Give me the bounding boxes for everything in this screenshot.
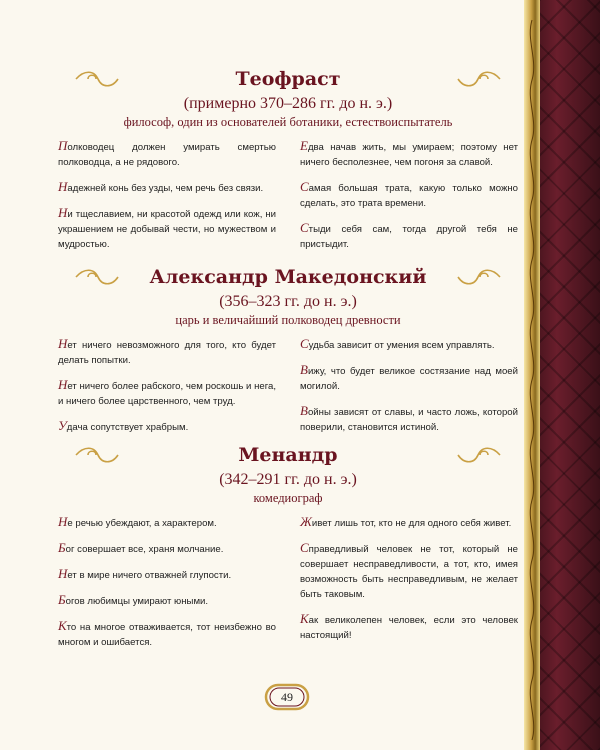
author-name: Менандр [238,444,338,466]
scroll-ornament-icon [74,444,120,466]
author-description: царь и величайший полководец древности [175,313,401,327]
scroll-ornament-icon [456,68,502,90]
heading-row [58,442,518,468]
author-name: Александр Македонский [149,266,427,288]
decorative-gold-border [524,0,540,750]
quote: Справедливый человек не тот, который не совершает несправедливости, а тот, кто, имея возможность быть несправедливым, не желает быть таковым. [300,540,518,600]
author-name: Теофраст [235,68,341,90]
author-description: философ, один из основателей ботаники, естествоиспытатель [123,115,453,129]
quote-columns [58,138,518,261]
quote-column-left [58,336,276,444]
quote: Удача сопутствует храбрым. [58,418,189,433]
author-description: комедиограф [253,491,323,505]
quote: Войны зависят от славы, и часто ложь, которой поверили, становится истиной. [300,403,518,433]
quote: Нет ничего невозможного для того, кто будет делать попытки. [58,336,276,366]
page-number-badge [262,682,312,712]
scroll-ornament-icon [74,68,120,90]
quote: Судьба зависит от умения всем управлять. [300,336,495,351]
section-alexander [58,264,518,444]
quote: Самая большая трата, какую только можно сделать, это трата времени. [300,179,518,209]
quote: Стыди себя сам, тогда другой тебя не пристыдит. [300,220,518,250]
heading-row [58,66,518,92]
quote: Не речью убеждают, а характером. [58,514,217,529]
section-menander [58,442,518,659]
quote: Полководец должен умирать смертью полководца, а не рядового. [58,138,276,168]
quote: Нет ничего более рабского, чем роскошь и нега, и ничего более царственного, чем труд. [58,377,276,407]
quote-columns [58,336,518,444]
page-number: 49 [281,690,293,704]
quote: Ни тщеславием, ни красотой одежд или кож, ни украшением не добывай чести, но мужеством и мудростью. [58,205,276,250]
heading-row [58,264,518,290]
author-years: (356–323 гг. до н. э.) [219,293,357,310]
quote: Кто на многое отваживается, тот неизбежно во многом и ошибается. [58,618,276,648]
scroll-ornament-icon [74,266,120,288]
quote: Едва начав жить, мы умираем; поэтому нет ничего бесполезнее, чем погоня за славой. [300,138,518,168]
quote-column-right [300,514,518,659]
section-theophrastus [58,66,518,261]
quote: Нет в мире ничего отважней глупости. [58,566,232,581]
author-years: (342–291 гг. до н. э.) [219,471,357,488]
quote: Вижу, что будет великое состязание над моей могилой. [300,362,518,392]
quote-column-left [58,138,276,261]
scroll-ornament-icon [456,266,502,288]
quote: Бог совершает все, храня молчание. [58,540,224,555]
quote-columns [58,514,518,659]
scroll-ornament-icon [456,444,502,466]
quote: Богов любимцы умирают юными. [58,592,209,607]
quote: Надежней конь без узды, чем речь без связи. [58,179,264,194]
author-years: (примерно 370–286 гг. до н. э.) [183,95,393,112]
quote-column-right [300,336,518,444]
filigree-ornament-icon [524,0,540,750]
quote: Живет лишь тот, кто не для одного себя живет. [300,514,512,529]
quote: Как великолепен человек, если это человек настоящий! [300,611,518,641]
quote-column-right [300,138,518,261]
quote-column-left [58,514,276,659]
